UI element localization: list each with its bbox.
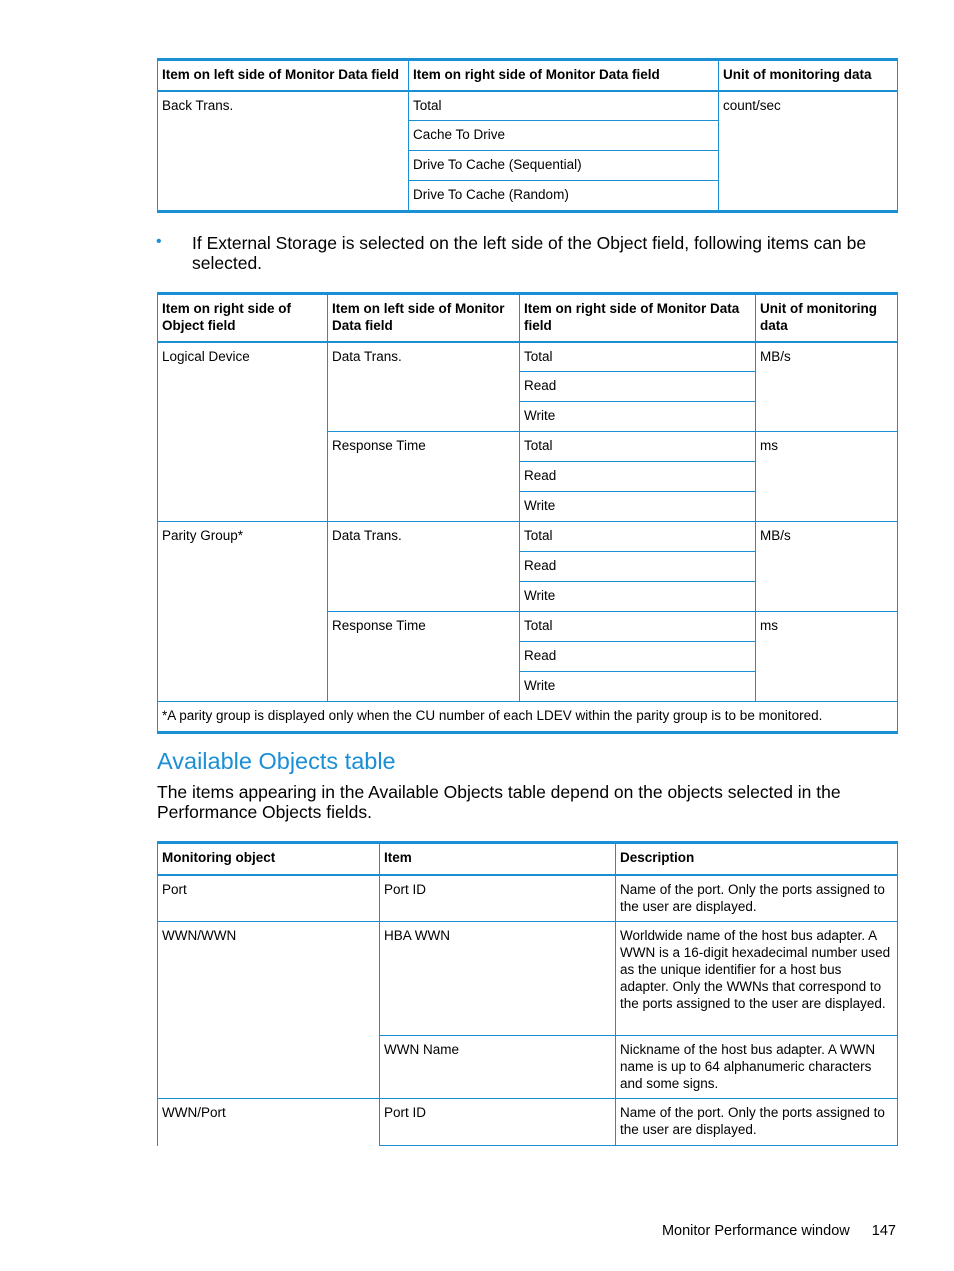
table-cell: HBA WWN bbox=[380, 922, 616, 1036]
table-row bbox=[158, 922, 898, 1036]
table-header-cell: Monitoring object bbox=[158, 843, 380, 875]
table-cell: Total bbox=[520, 522, 756, 552]
table-header-cell: Unit of monitoring data bbox=[756, 294, 898, 342]
table-cell: WWN/Port bbox=[158, 1099, 380, 1146]
table-footnote: *A parity group is displayed only when the CU number of each LDEV within the parity group is to be monitored. bbox=[158, 702, 898, 733]
table-cell: Logical Device bbox=[158, 342, 328, 522]
table-header-cell: Description bbox=[616, 843, 898, 875]
table-cell: count/sec bbox=[719, 91, 898, 212]
table-cell: Read bbox=[520, 642, 756, 672]
table-cell: Response Time bbox=[328, 432, 520, 522]
table-cell: Nickname of the host bus adapter. A WWN name is up to 64 alphanumeric characters and some signs. bbox=[616, 1036, 898, 1099]
table-cell: Read bbox=[520, 372, 756, 402]
table-cell: Drive To Cache (Random) bbox=[409, 181, 719, 212]
table-cell: Data Trans. bbox=[328, 342, 520, 432]
table-cell: Drive To Cache (Sequential) bbox=[409, 151, 719, 181]
section-intro: The items appearing in the Available Objects table depend on the objects selected in the Performance Objects fields. bbox=[157, 782, 841, 822]
table-cell: Read bbox=[520, 462, 756, 492]
footer-title: Monitor Performance window bbox=[661, 1223, 850, 1239]
table-cell: WWN Name bbox=[380, 1036, 616, 1099]
section-heading: Available Objects table bbox=[157, 748, 396, 774]
table-row bbox=[158, 875, 898, 922]
table-cell: WWN/WWN bbox=[158, 922, 380, 1099]
available-objects-table bbox=[157, 841, 898, 1146]
monitor-data-table bbox=[157, 58, 898, 213]
external-storage-table bbox=[157, 292, 898, 734]
table-cell: Write bbox=[520, 492, 756, 522]
table-cell: ms bbox=[756, 432, 898, 522]
table-cell: Port ID bbox=[380, 1099, 616, 1146]
bullet-text: If External Storage is selected on the left side of the Object field, following items can be selected. bbox=[192, 233, 867, 273]
footer bbox=[662, 1223, 896, 1239]
table-header-cell: Item bbox=[380, 843, 616, 875]
table-cell: Parity Group* bbox=[158, 522, 328, 702]
table-cell: Total bbox=[409, 91, 719, 121]
table-cell: Back Trans. bbox=[158, 91, 409, 212]
table-cell: Write bbox=[520, 402, 756, 432]
table-header-cell: Item on right side of Monitor Data field bbox=[409, 60, 719, 91]
table-cell: Worldwide name of the host bus adapter. A WWN is a 16-digit hexadecimal number used as the unique identifier for a host bus adapter. Only the WWNs that correspond to the ports assigned to the user are displayed. bbox=[616, 922, 898, 1036]
table-cell: Total bbox=[520, 342, 756, 372]
table-cell: Total bbox=[520, 432, 756, 462]
table-cell: Data Trans. bbox=[328, 522, 520, 612]
table-cell: Response Time bbox=[328, 612, 520, 702]
table-cell: Read bbox=[520, 552, 756, 582]
table-header-cell: Item on right side of Monitor Data field bbox=[520, 294, 756, 342]
table-header-cell: Unit of monitoring data bbox=[719, 60, 898, 91]
table-cell: MB/s bbox=[756, 342, 898, 432]
bullet-marker: • bbox=[156, 233, 162, 250]
table-cell: Total bbox=[520, 612, 756, 642]
table-cell: Write bbox=[520, 672, 756, 702]
table-cell: ms bbox=[756, 612, 898, 702]
table-header-cell: Item on left side of Monitor Data field bbox=[158, 60, 409, 91]
table-cell: Port ID bbox=[380, 875, 616, 922]
table-cell: MB/s bbox=[756, 522, 898, 612]
table-cell: Write bbox=[520, 582, 756, 612]
table-row bbox=[158, 1099, 898, 1146]
table-cell: Cache To Drive bbox=[409, 121, 719, 151]
table-header-cell: Item on left side of Monitor Data field bbox=[328, 294, 520, 342]
table-cell: Name of the port. Only the ports assigned to the user are displayed. bbox=[616, 875, 898, 922]
table-cell: Port bbox=[158, 875, 380, 922]
page-number: 147 bbox=[871, 1223, 896, 1239]
table-cell: Name of the port. Only the ports assigned to the user are displayed. bbox=[616, 1099, 898, 1146]
table-header-cell: Item on right side of Object field bbox=[158, 294, 328, 342]
